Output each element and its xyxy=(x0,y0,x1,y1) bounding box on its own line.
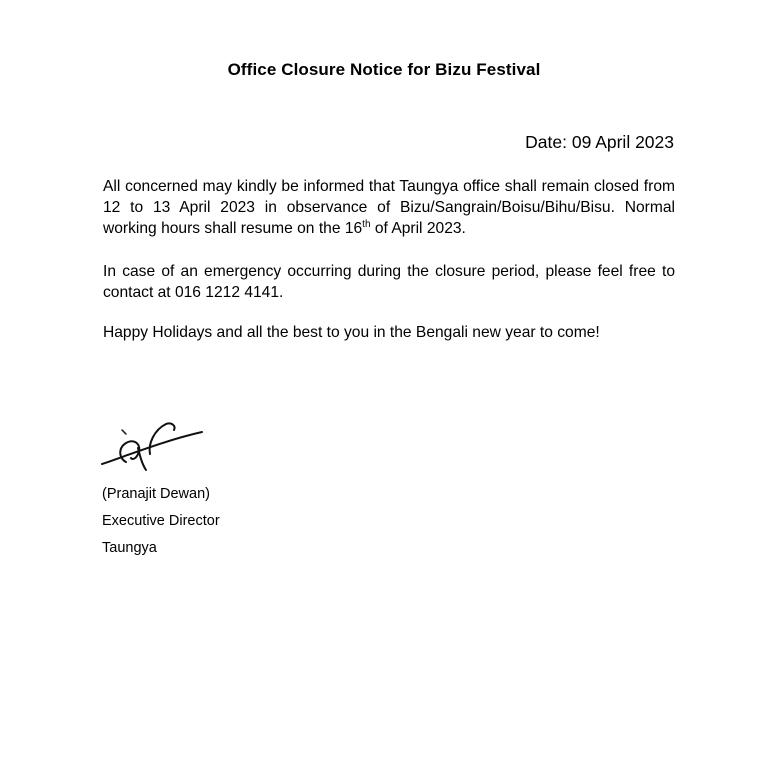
paragraph-closure-info xyxy=(103,176,675,239)
notice-date: Date: 09 April 2023 xyxy=(525,132,674,152)
paragraph-closure-tail: of April 2023. xyxy=(370,220,466,237)
paragraph-emergency-contact: In case of an emergency occurring during the closure period, please feel free to contact at 016 1212 4141. xyxy=(103,263,675,301)
paragraph-closure-text: All concerned may kindly be informed that Taungya office shall remain closed from 12 to 13 April 2023 in observance of Bizu/Sangrain/Boisu/Bihu/Bisu. Normal working hours shall resume on the 16 xyxy=(103,178,675,237)
notice-title: Office Closure Notice for Bizu Festival xyxy=(227,60,541,79)
signatory-name: (Pranajit Dewan) xyxy=(102,486,210,502)
ordinal-superscript: th xyxy=(362,218,371,230)
handwritten-signature xyxy=(96,408,208,472)
signatory-organization: Taungya xyxy=(102,540,157,556)
paragraph-holiday-greeting: Happy Holidays and all the best to you in the Bengali new year to come! xyxy=(103,324,600,341)
signature-block xyxy=(102,484,220,565)
signatory-designation: Executive Director xyxy=(102,513,220,529)
